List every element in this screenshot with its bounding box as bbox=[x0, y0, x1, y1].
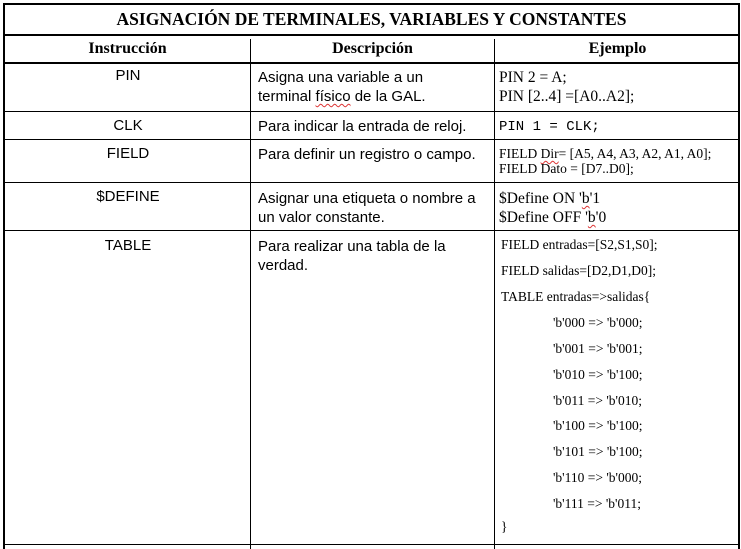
column-divider-1 bbox=[250, 39, 251, 549]
table-code-line: 'b'011 => 'b'010; bbox=[553, 393, 642, 408]
instr-define: $DEFINE bbox=[96, 188, 160, 205]
header-descripcion: Descripción bbox=[332, 40, 413, 57]
title-divider bbox=[5, 34, 738, 36]
assignment-table bbox=[3, 3, 740, 549]
table-code-line: TABLE entradas=>salidas{ bbox=[501, 289, 651, 304]
instr-clk: CLK bbox=[113, 117, 143, 134]
header-ejemplo: Ejemplo bbox=[588, 40, 647, 57]
table-title: ASIGNACIÓN DE TERMINALES, VARIABLES Y CONSTANTES bbox=[116, 9, 627, 29]
table-code-line: 'b'000 => 'b'000; bbox=[553, 315, 643, 330]
row-divider bbox=[5, 544, 738, 545]
desc-define: Asignar una etiqueta o nombre a un valor constante. bbox=[258, 190, 476, 226]
instr-pin: PIN bbox=[115, 67, 141, 84]
row-divider bbox=[5, 111, 738, 112]
desc-pin: Asigna una variable a un terminal físico de la GAL. bbox=[258, 69, 426, 105]
row-divider bbox=[5, 230, 738, 231]
table-code-line: 'b'111 => 'b'011; bbox=[553, 496, 641, 511]
desc-table: Para realizar una tabla de la verdad. bbox=[258, 238, 446, 274]
table-code-line: 'b'110 => 'b'000; bbox=[553, 470, 642, 485]
table-code-line: 'b'001 => 'b'001; bbox=[553, 341, 643, 356]
instr-field: FIELD bbox=[106, 145, 150, 162]
header-instruccion: Instrucción bbox=[88, 40, 167, 57]
table-code-line: 'b'101 => 'b'100; bbox=[553, 444, 643, 459]
ex-clk: PIN 1 = CLK; bbox=[499, 119, 600, 135]
table-code-line: } bbox=[501, 519, 508, 534]
ex-pin: PIN 2 = A; PIN [2..4] =[A0..A2]; bbox=[499, 69, 635, 105]
table-code-line: 'b'010 => 'b'100; bbox=[553, 367, 643, 382]
desc-clk: Para indicar la entrada de reloj. bbox=[258, 118, 467, 135]
instr-table: TABLE bbox=[104, 237, 152, 254]
ex-define: $Define ON 'b'1 $Define OFF 'b'0 bbox=[499, 190, 607, 226]
table-code-line: FIELD salidas=[D2,D1,D0]; bbox=[501, 263, 656, 278]
table-code-line: 'b'100 => 'b'100; bbox=[553, 418, 643, 433]
row-divider bbox=[5, 182, 738, 183]
desc-field: Para definir un registro o campo. bbox=[258, 146, 476, 163]
row-divider bbox=[5, 139, 738, 140]
ex-field: FIELD Dir= [A5, A4, A3, A2, A1, A0]; FIELD Dato = [D7..D0]; bbox=[499, 146, 712, 176]
header-divider bbox=[5, 62, 738, 64]
column-divider-2 bbox=[494, 39, 495, 549]
table-code-line: FIELD entradas=[S2,S1,S0]; bbox=[501, 237, 658, 252]
